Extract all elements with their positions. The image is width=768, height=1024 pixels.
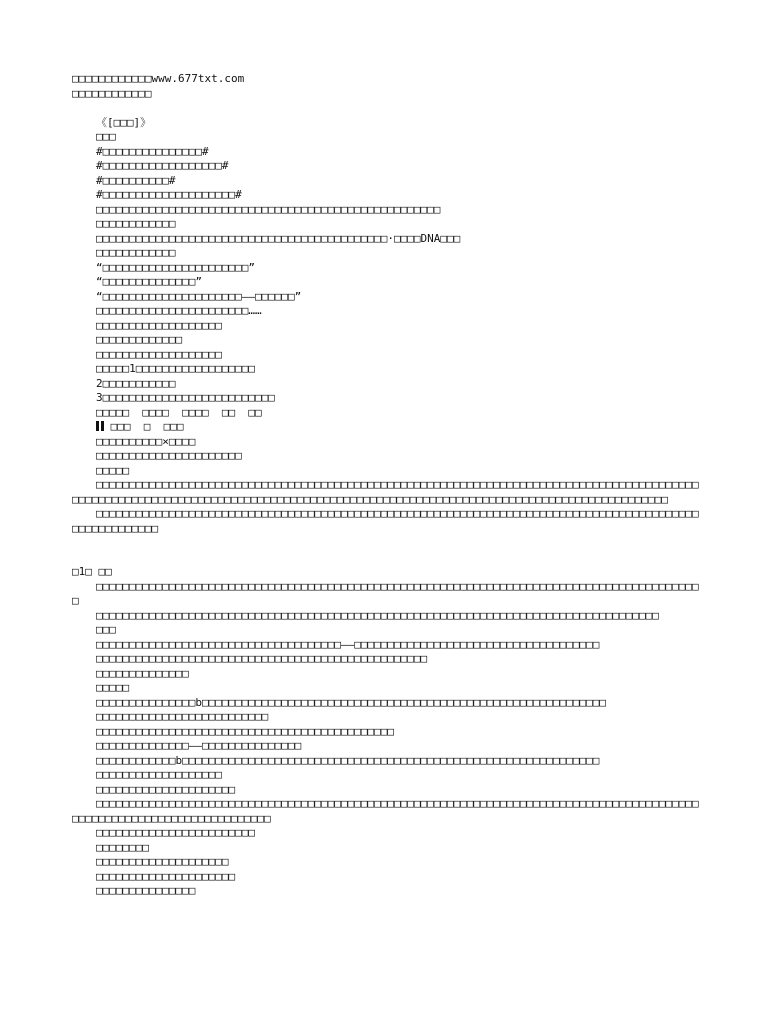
spacer: [72, 536, 702, 565]
intro-line: □□□□□□□□□□□□: [96, 246, 176, 259]
intro-line: □□□□□□□□□□□□□□□□□□□□□□□□□□□□□□□□□□□□□□□□□□□□·□□□□DNA□□□: [96, 231, 461, 245]
intro-line: □□□□□□□□□□□□□□□□□□□□□□□……: [96, 304, 262, 317]
chapter-line: □□□□□□□□□□□□□□□□□□□□□□□□□□□□□□□□□□□□□——□□□□□□□□□□□□□□□□□□□□□□□□□□□□□□□□□□□□□: [96, 637, 600, 651]
chapter-line: □□□□□□□□□□□□□□: [96, 666, 189, 680]
quote-line: “□□□□□□□□□□□□□□”: [96, 275, 202, 288]
intro-block: [72, 116, 702, 537]
chapter-line: □□□: [96, 623, 116, 636]
chapter-heading: □1□ □□: [72, 565, 112, 578]
chapter-line: □□□□□□□□□□□□□□□□□□□□□□□□□□□□□□□□□□□□□□□□□□□□□: [96, 724, 395, 738]
intro-line: □□□□□□□□□□□□□: [96, 333, 183, 346]
intro-paragraph: □□□□□□□□□□□□□□□□□□□□□□□□□□□□□□□□□□□□□□□□□□□□□□□□□□□□□□□□□□□□□□□□□□□□□□□□□□□□□□□□□□□□□□□□□□□□□□□□□□□□□□□□: [72, 507, 699, 535]
numbered-line: 2□□□□□□□□□□□: [96, 376, 176, 390]
ratings-line: □□□□□ □□□□ □□□□ □□ □□: [96, 405, 262, 419]
book-title: 《[□□□]》: [96, 115, 152, 129]
intro-line: □□□□□□□□□□□□□□□□□□□□□□□□□□□□□□□□□□□□□□□□□□□□□□□□□□□□: [96, 202, 441, 216]
chapter-line: □□□□□□□□□□□□□□□b□□□□□□□□□□□□□□□□□□□□□□□□□□□□□□□□□□□□□□□□□□□□□□□□□□□□□□□□□□□□□: [96, 695, 606, 709]
chapter-line: □□□□□□□□: [96, 840, 149, 854]
intro-line: □□□□□□□□□□□□: [96, 217, 176, 230]
numbered-line: 3□□□□□□□□□□□□□□□□□□□□□□□□□□: [96, 391, 275, 404]
intro-line: □□□□□□□□□□□□□□□□□□□: [96, 318, 222, 332]
site-subtitle: □□□□□□□□□□□□: [72, 86, 152, 100]
chapter-line: □□□□□□□□□□□□□□□□□□□□□□□□□□□□□□□□□□□□□□□□□□□□□□□□□□: [96, 652, 428, 665]
chapter-line: □□□□□: [96, 681, 130, 694]
intro-line: □□□□□□□□□□×□□□□: [96, 434, 196, 448]
tag-line: #□□□□□□□□□□□□□□□□□□□□#: [96, 188, 242, 201]
chapter-line: □□□□□□□□□□□□□□□□□□□□: [96, 855, 229, 868]
quote-line: “□□□□□□□□□□□□□□□□□□□□□——□□□□□□”: [96, 289, 302, 303]
chapter-line: □□□□□□□□□□□□□□□□□□□□□: [96, 869, 236, 883]
tag-line: #□□□□□□□□□□#: [96, 173, 176, 187]
intro-line: □□□□□□□□□□□□□□□□□□□: [96, 347, 222, 361]
pause-line: [72, 420, 702, 435]
intro-paragraph: □□□□□□□□□□□□□□□□□□□□□□□□□□□□□□□□□□□□□□□□□□□□□□□□□□□□□□□□□□□□□□□□□□□□□□□□□□□□□□□□□□□□□□□□□□□□□□□□□□□□□□□□□□□□□□□□□□□□□□□□□□□□□□□□□□□□□□□□□□□□□□□□□□□□□□□□□□□□□□□□□□□□□□□□□□□□□□□□□□□□□: [72, 478, 699, 506]
tag-line: #□□□□□□□□□□□□□□□#: [96, 144, 209, 158]
numbered-line: □□□□□1□□□□□□□□□□□□□□□□□□: [96, 362, 255, 375]
chapter-line: □□□□□□□□□□□□□□□□□□□□□□□□□□: [96, 710, 269, 723]
intro-line: □□□□□□□□□□□□□□□□□□□□□□: [96, 449, 242, 462]
pause-icon: [96, 421, 104, 431]
chapter-line: □□□□□□□□□□□□□□□□□□□□□: [96, 782, 236, 796]
chapter-line: □□□□□□□□□□□□□□——□□□□□□□□□□□□□□□: [96, 739, 302, 752]
site-header-line: □□□□□□□□□□□□www.677txt.com: [72, 72, 245, 85]
intro-line: □□□□□: [96, 463, 130, 477]
chapter-line: □□□□□□□□□□□□□□□□□□□: [96, 768, 222, 781]
chapter-paragraph: □□□□□□□□□□□□□□□□□□□□□□□□□□□□□□□□□□□□□□□□□□□□□□□□□□□□□□□□□□□□□□□□□□□□□□□□□□□□□□□□□□□□□□□□□□□□: [72, 579, 699, 607]
chapter-paragraph: □□□□□□□□□□□□□□□□□□□□□□□□□□□□□□□□□□□□□□□□□□□□□□□□□□□□□□□□□□□□□□□□□□□□□□□□□□□□□□□□□□□□□: [96, 608, 659, 622]
chapter-line: □□□□□□□□□□□□□□□: [96, 884, 196, 897]
chapter-line: □□□□□□□□□□□□□□□□□□□□□□□□: [96, 826, 255, 839]
quote-line: “□□□□□□□□□□□□□□□□□□□□□□”: [96, 260, 255, 274]
document-page: [72, 72, 702, 899]
tag-line: #□□□□□□□□□□□□□□□□□□#: [96, 159, 229, 172]
intro-line: □□□: [96, 130, 116, 143]
chapter-paragraph: □□□□□□□□□□□□□□□□□□□□□□□□□□□□□□□□□□□□□□□□□□□□□□□□□□□□□□□□□□□□□□□□□□□□□□□□□□□□□□□□□□□□□□□□□□□□□□□□□□□□□□□□□□□□□□□□□□□□□□□□□: [72, 797, 699, 825]
pause-line-text: □□□ □ □□□: [110, 420, 184, 433]
chapter-line: □□□□□□□□□□□□b□□□□□□□□□□□□□□□□□□□□□□□□□□□□□□□□□□□□□□□□□□□□□□□□□□□□□□□□□□□□□□□: [96, 753, 600, 767]
spacer: [72, 101, 702, 116]
chapter-block: [72, 565, 702, 899]
